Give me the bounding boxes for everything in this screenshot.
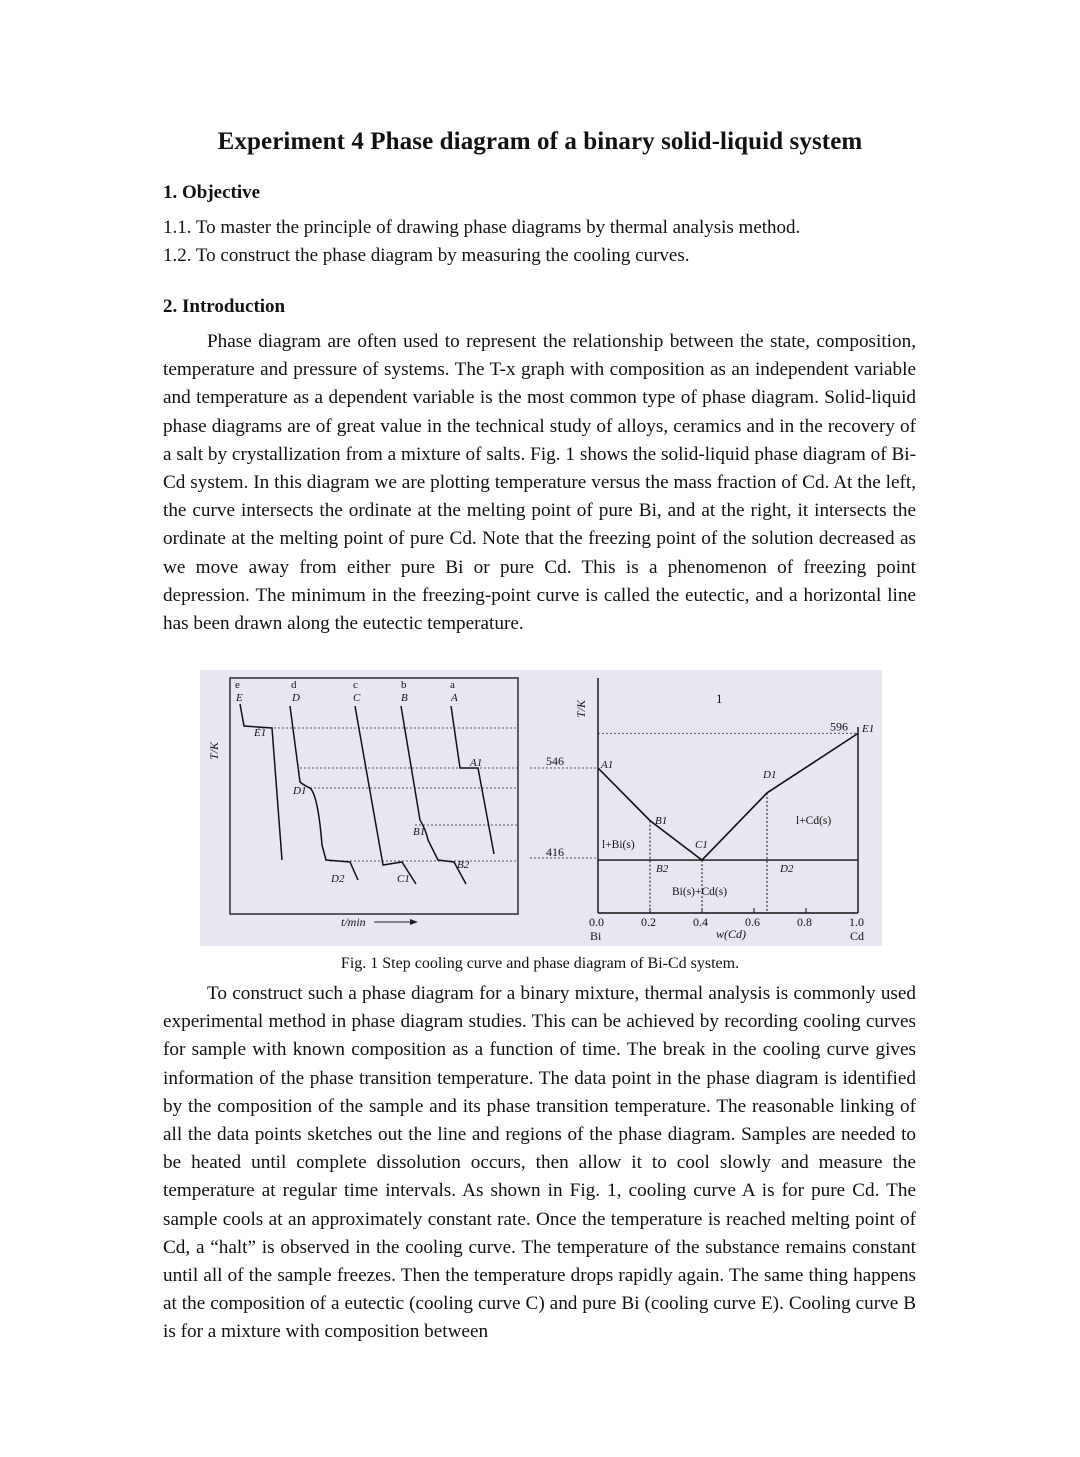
introduction-paragraph-1: Phase diagram are often used to represent the relationship between the state, composition, temperature and pressure of systems. The T-x graph with composition as an independent variable and temperature as a dependent variable is the most common type of phase diagram. Solid-liquid phase diagrams are of great value in the technical study of alloys, ceramics and in the recovery of a salt by crystallization from a mixture of salts. Fig. 1 shows the solid-liquid phase diagram of Bi-Cd system. In this diagram we are plotting temperature versus the mass fraction of Cd. At the left, the curve intersects the ordinate at the melting point of pure Bi, and at the right, it intersects the ordinate at the melting point of pure Cd. Note that the freezing point of the solution decreased as we move away from either pure Bi or pure Cd. This is a phenomenon of freezing point depression. The minimum in the freezing-point curve is called the eutectic, and a horizontal line has been drawn along the eutectic temperature. [163,331,916,635]
label-B1: B1 [413,826,426,838]
xtick-label-0.8: 0.8 [797,915,812,929]
phase-label-D1: D1 [763,769,777,781]
objective-heading: 1. Objective [163,182,261,203]
curve-letter-e: e [235,679,240,691]
figure-caption: Fig. 1 Step cooling curve and phase diagram of Bi-Cd system. [340,955,740,972]
region-liquid: 1 [716,691,723,706]
phase-ylabel: T/K [574,699,588,718]
xtick-label-0.6: 0.6 [745,915,760,929]
curve-letter-D: D [292,692,300,704]
xtick-label-0.2: 0.2 [641,915,656,929]
label-C1: C1 [397,873,410,885]
xtick-label-1.0: 1.0 [849,915,864,929]
ytick-546: 546 [546,754,564,768]
curve-B [401,706,466,884]
cooling-ylabel: T/K [207,741,221,760]
cooling-xlabel: t/min [341,915,366,929]
curve-letter-B: B [401,692,408,704]
curve-letter-A: A [451,692,458,704]
xend-cd: Cd [850,929,865,943]
curve-letter-c: c [353,679,358,691]
phase-label-B2: B2 [656,863,669,875]
curve-letter-d: d [291,679,297,691]
curve-letter-b: b [401,679,407,691]
label-E1-phase: E1 [862,723,875,735]
region-solid: Bi(s)+Cd(s) [672,886,728,898]
objective-item-2: 1.2. To construct the phase diagram by measuring the cooling curves. [163,245,690,266]
cooling-frame [230,678,518,914]
label-D2: D2 [331,873,345,885]
cooling-curves [240,704,494,884]
figure-svg [200,670,882,946]
region-l-cd: l+Cd(s) [796,815,832,827]
phase-label-B1: B1 [655,815,668,827]
curve-letter-E: E [236,692,243,704]
time-arrowhead [410,919,418,925]
introduction-paragraph-2: To construct such a phase diagram for a binary mixture, thermal analysis is commonly used experimental method in phase diagram studies. This can be achieved by recording cooling curves for sample with known composition as a function of time. The break in the cooling curve gives information of the phase transition temperature. The data point in the phase diagram is identified by the composition of the sample and its phase transition temperature. The reasonable linking of all the data points sketches out the line and regions of the phase diagram. Samples are needed to be heated until complete dissolution occurs, then allow it to cool slowly and measure the temperature at regular time intervals. As shown in Fig. 1, cooling curve A is for pure Cd. The sample cools at an approximately constant rate. Once the temperature is reached melting point of Cd, a “halt” is observed in the cooling curve. The temperature of the substance remains constant until all of the sample freezes. Then the temperature drops rapidly again. The same thing happens at the composition of a eutectic (cooling curve C) and pure Bi (cooling curve E). Cooling curve B is for a mixture with composition between [163,983,916,1343]
label-D1: D1 [293,785,307,797]
xend-bi: Bi [590,929,602,943]
figure-1 [200,670,882,946]
curve-C [355,706,416,884]
phase-xlabel: w(Cd) [716,927,746,941]
phase-point-labels [600,759,794,875]
document-title: Experiment 4 Phase diagram of a binary solid-liquid system [217,128,863,155]
label-E1: E1 [254,727,267,739]
xtick-label-0.4: 0.4 [693,915,708,929]
label-596: 596 [830,719,848,734]
region-l-bi: l+Bi(s) [602,839,635,851]
phase-label-C1: C1 [695,839,708,851]
label-A1: A1 [470,757,483,769]
phase-label-D2: D2 [780,863,794,875]
curve-letters [235,679,458,704]
ytick-416: 416 [546,845,564,859]
liquidus-right [702,733,858,860]
curve-letter-C: C [353,692,361,704]
xtick-label-0.0: 0.0 [589,915,604,929]
label-B2: B2 [457,859,470,871]
objective-item-1: 1.1. To master the principle of drawing phase diagrams by thermal analysis method. [163,217,801,238]
phase-diagram [530,678,874,943]
introduction-heading: 2. Introduction [163,296,286,317]
curve-letter-a: a [450,679,455,691]
phase-label-A1: A1 [601,759,614,771]
